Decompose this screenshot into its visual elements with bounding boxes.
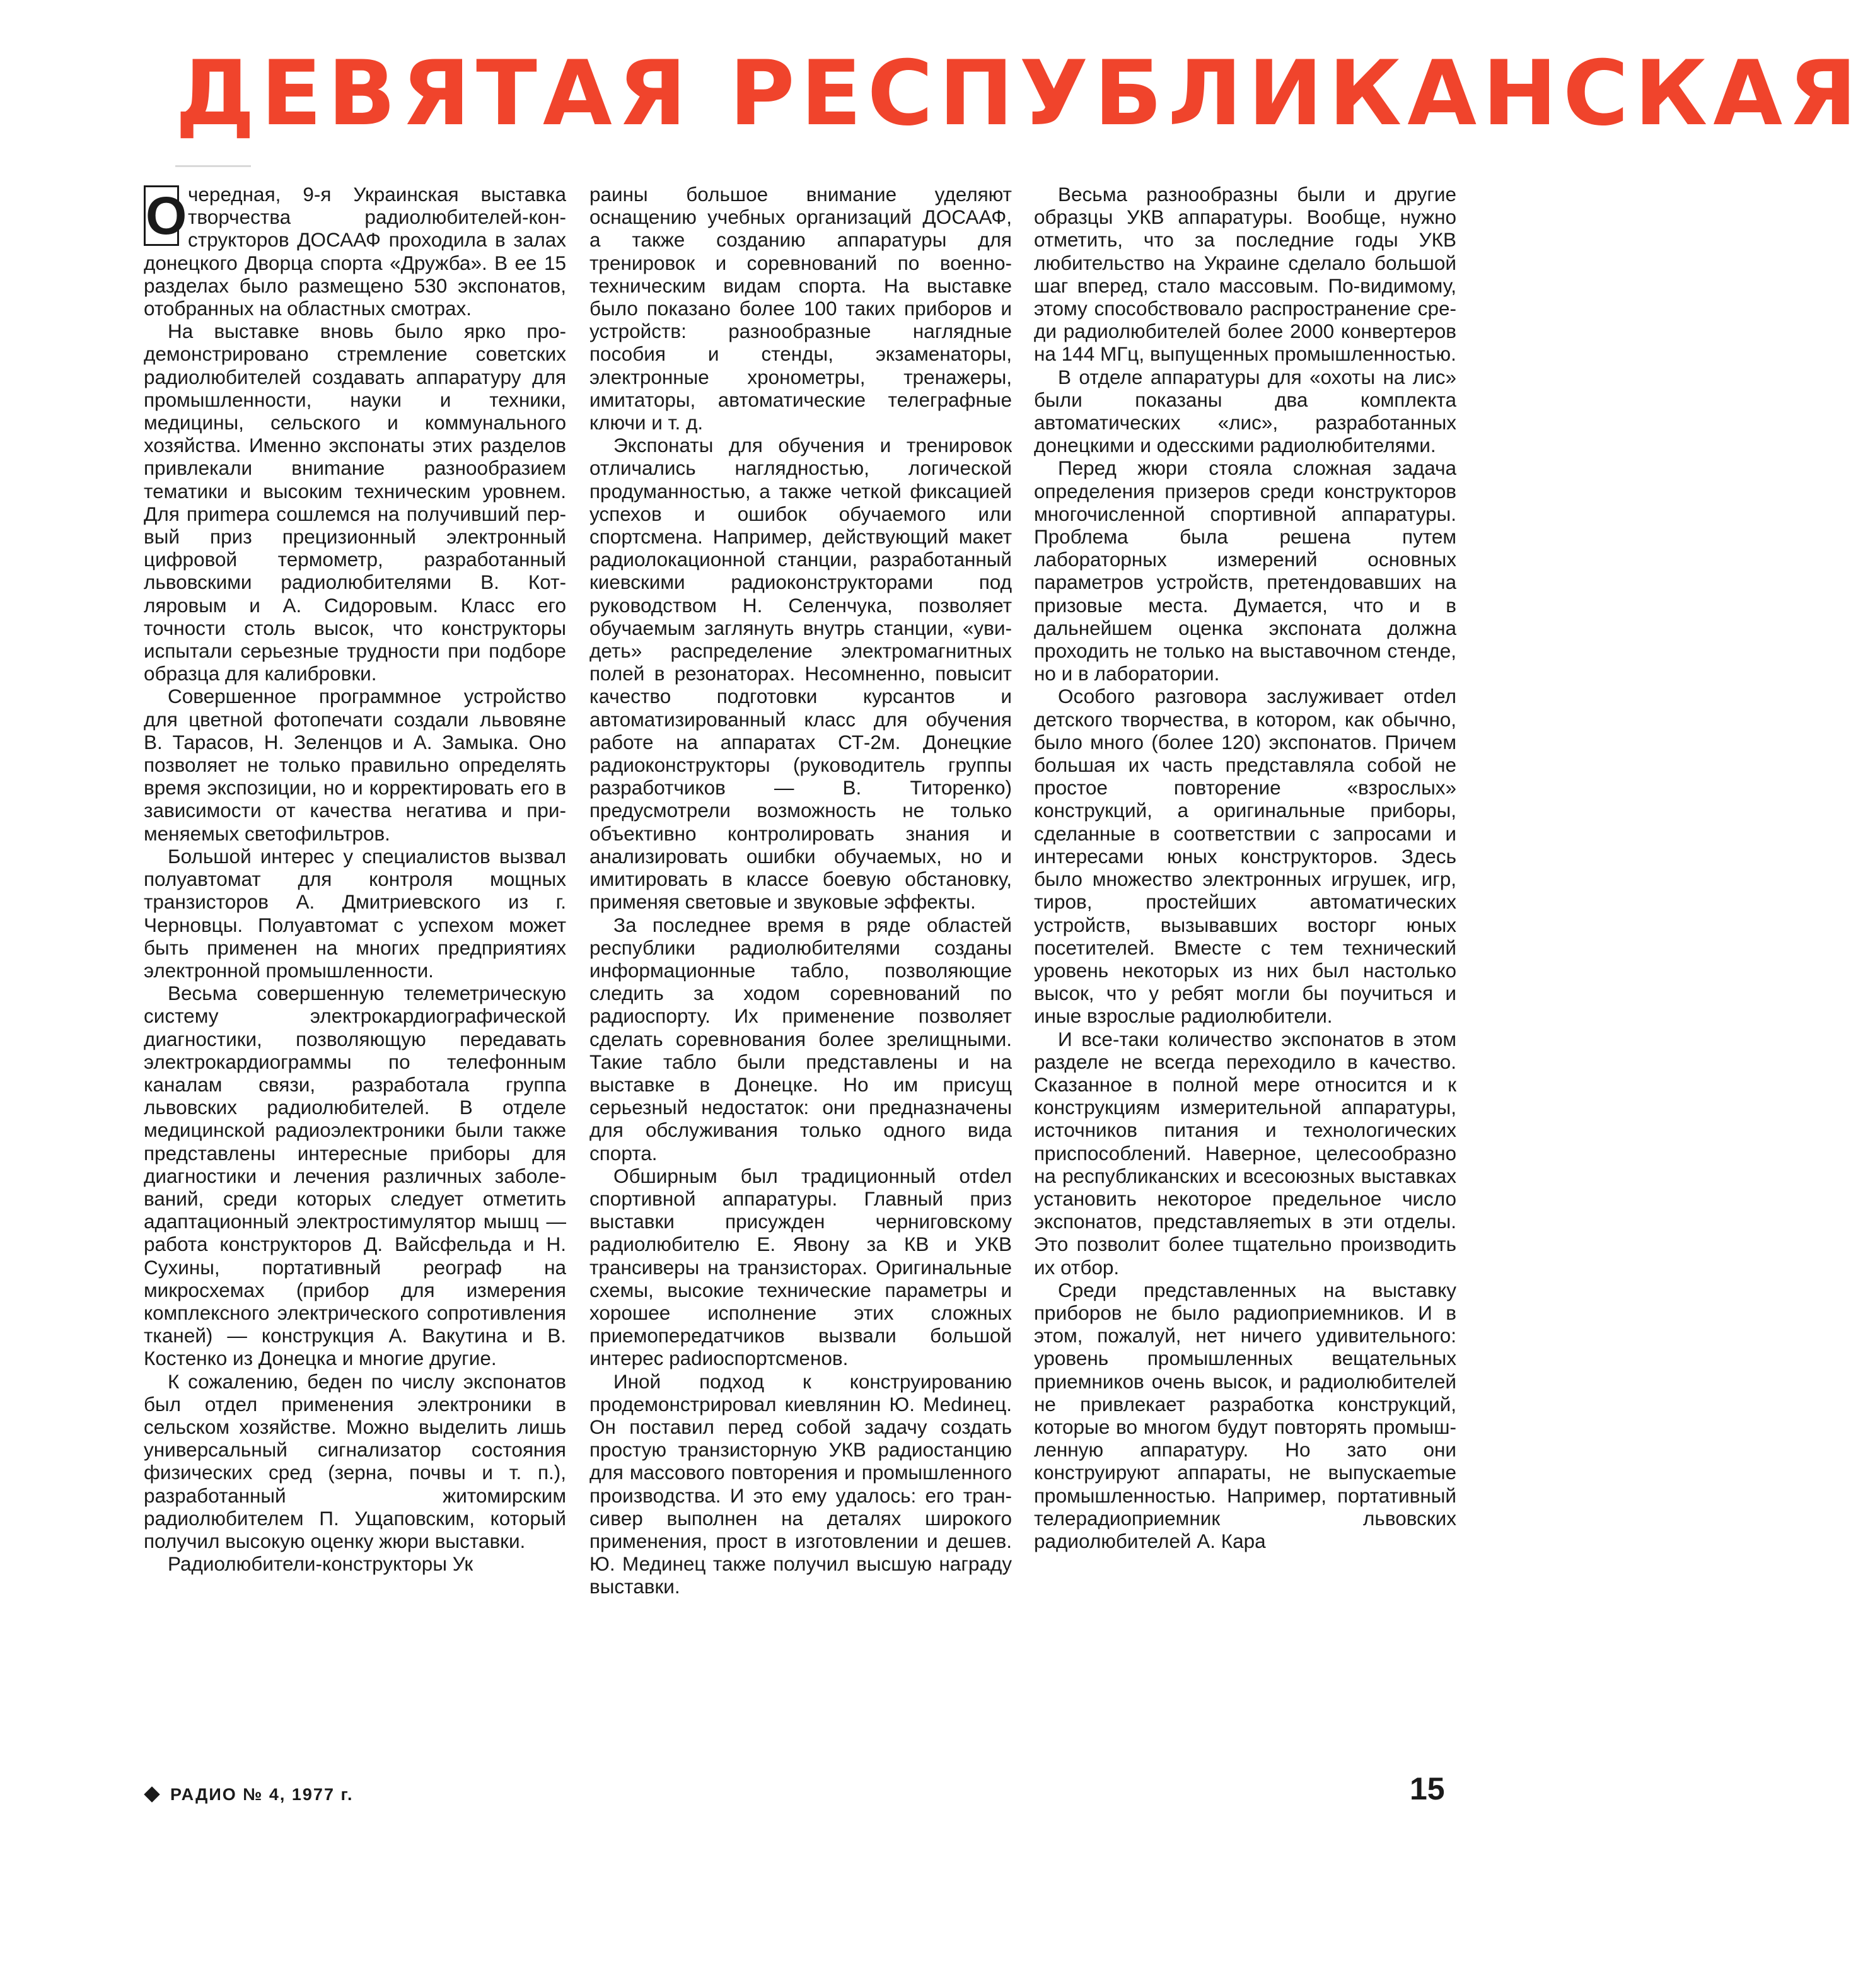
diamond-icon	[144, 1786, 160, 1802]
publication-info: РАДИО № 4, 1977 г.	[170, 1784, 354, 1804]
decorative-rule	[175, 165, 251, 167]
paragraph-lead	[144, 183, 566, 320]
paragraph: Обширным был традиционный отdел спортивной аппаратуры. Главный приз выставки присужден черниговскому радиолюбителю Е. Явону за КВ и УКВ трансиверы на транзисторах. Оригинальные схемы, высокие технические параметры и хорошее исполнение этих сложных приемопередатчиков вызвали большой интерес раdиоспортсменов.	[589, 1164, 1012, 1370]
paragraph-continued: раины большое внимание уделяют оснащению учебных организаций ДОСААФ, а также созданию аппаратуры для тренировок и соревнований по военно-техническим видам спорта. На выставке было показано более 100 таких приборов и устройств: разнообразные наглядные пособия и стенды, экзаменаторы, электронные хронометры, тренажеры, имитаторы, автоматические телеграфные ключи и т. д.	[589, 183, 1012, 434]
paragraph: Совершенное программное устройство для цветной фотопечати создали львовяне В. Тарасов, Н. Зеленцов и А. Замыка. Оно позволяет не только правильно определять время экспозиции, но и корректировать его в зависимости от качества негатива и применяемых светофильтров.	[144, 685, 566, 845]
article-column-1	[144, 183, 566, 1740]
drop-cap: О	[144, 185, 179, 246]
paragraph: На выставке вновь было ярко продемонстрировано стремление советских радиолюбителей создавать аппаратуру для промышленности, науки и техники, медицины, сельского и коммунального хозяйства. Именно экспонаты этих разделов привлекали вниmание разнообразием тематики и высоким техническим уровнем. Для приmера сошлемся на получивший первый приз прецизионный электронный цифровой термометр, разработанный львовскими радиолюбителями В. Котляровым и А. Сидоровым. Класс его точности столь высок, что конструкторы испытали серьезные трудности при подборе образца для калибровки.	[144, 320, 566, 685]
paragraph: За последнее время в ряде областей республики радиолюбителями созданы информационные табло, позволяющие следить за ходом соревнований по радиоспорту. Их применение позволяет сделать соревнования более зрелищными. Такие табло были представлены и на выставке в Донецке. Но им присущ серьезный недостаток: они предназначены для обслуживания только одного вида спорта.	[589, 913, 1012, 1165]
paragraph: Среди представленных на выставку приборов не было радиоприемников. И в этом, пожалуй, нет ничего удивительного: уровень промышленных вещательных приемников очень высок, и радиолюбителей не привлекает разработка конструкций, которые во многом будут повторять промышленную аппаратуру. Но зато они конструируют аппараты, не выпускаеmые промышленностью. Например, портативный телерадиоприемник львовских радиолюбителей А. Кара	[1034, 1278, 1456, 1552]
paragraph: Большой интерес у специалистов вызвал полуавтомат для контроля мощных транзисторов А. Дмитриевского из г. Черновцы. Полуавтомат с успехом может быть применен на многих предприятиях электронной промышленности.	[144, 844, 566, 982]
paragraph: Иной подход к конструированию продемонстрировал киевлянин Ю. Меdинец. Он поставил перед собой задачу создать простую транзисторную УКВ радиостанцию для массового повторения и промышленного производства. И это ему удалось: его трансивер выполнен на деталях широкого применения, прост в изготовлении и дешев. Ю. Мединец также получил высшую награду выставки.	[589, 1369, 1012, 1598]
paragraph: Радиолюбители-конструкторы Ук	[168, 1552, 473, 1576]
article-headline: ДЕВЯТАЯ РЕСПУБЛИКАНСКАЯ	[175, 42, 1863, 146]
paragraph: Перед жюри стояла сложная задача определения призеров среди конструкторов многочисленной спортивной аппаратуры. Проблема была решена путем лабораторных измерений основных параметров устройств, претендовавших на призовые места. Думается, что и в дальнейшем оценка экспоната должна проходить не только на выставочном стенде, но и в лаборатории.	[1034, 456, 1456, 685]
paragraph: Особого разговора заслуживает отdел детского творчества, в котором, как обычно, было много (более 120) экспонатов. Причем большая их часть представляла собой не простое повторение «взрослых» конструкций, а оригинальные приборы, сделанные в соответствии с запросами и интересами юных конструкторов. Здесь было множество электронных игрушек, игр, тиров, простейших автоматических устройств, вызывавших восторг юных посетителей. Вместе с тем технический уровень некоторых из них был настолько высок, что у ребят могли бы поучиться и иные взрослые радиолюбители.	[1034, 685, 1456, 1028]
paragraph: В отделе аппаратуры для «охоты на лис» были показаны два комплекта автоматических «лис», разработанных донецкими и одесскими радиолюбителями.	[1034, 365, 1456, 457]
article-column-2	[589, 183, 1012, 1740]
paragraph: К сожалению, беден по числу экспонатов был отдел применения электроники в сельском хозяйстве. Можно выделить лишь универсальный сигнализатор состояния физических сред (зерна, почвы и т. п.), разработанный житомирским радиолюбителем П. Ущаповским, который получил высокую оценку жюри выставки.	[144, 1369, 566, 1552]
page-footer	[146, 1782, 354, 1807]
paragraph: И все-таки количество экспонатов в этом разделе не всегда переходило в качество. Сказанное в полной мере относится и к конструкциям измерительной аппаратуры, источников питания и технологических приспособлений. Наверное, целесообразно на республиканских и всесоюзных выставках установить некоторое предельное число экспонатов, представляеmых в эти отделы. Это позволит более тщательно производить их отбор.	[1034, 1027, 1456, 1279]
paragraph: Экспонаты для обучения и тренировок отличались наглядностью, логической продуманностью, а также четкой фиксацией успехов и ошибок обучаемого или спортсмена. Например, действующий макет радиолокационной станции, разработанный киевскими радиоконструкторами под руководством Н. Селенчука, позволяет обучаемым заглянуть внутрь станции, «увидеть» распределение электромагнитных полей в резонаторах. Несомненно, повысит качество подготовки курсантов и автоматизированный класс для обучения работе на аппаратах СТ-2м. Донецкие радиоконструкторы (руководитель группы разработчиков — В. Титоренко) предусмотрели возможность не только объективно контролировать знания и анализировать ошибки обучаемых, но и имитировать в классе боевую обстановку, применяя световые и звуковые эффекты.	[589, 434, 1012, 914]
paragraph: Весьма совершенную телеметрическую систему электрокардиографической диагностики, позволяющую передавать электрокардиограммы по телефонным каналам связи, разработала группа львовских радиолюбителей. В отделе медицинской радиоэлектроники были также представлены интересные приборы для диагностики и лечения различных заболеваний, среди которых следует отметить адаптационный электростимулятор мышц — работа конструкторов Д. Вайсфельда и Н. Сухины, портативный реограф на микросхемах (прибор для измерения комплексного электрического сопротивления тканей) — конструкция А. Вакутина и В. Костенко из Донецка и многие другие.	[144, 982, 566, 1370]
page-number: 15	[1410, 1771, 1445, 1806]
article-column-3	[1034, 183, 1456, 1740]
paragraph-text: чередная, 9-я Украинская выставка творчества радиолюбителей-конструкторов ДОСААФ проходила в залах донецкого Дворца спорта «Дружба». В ее 15 разделах было размещено 530 экспонатов, отобранных на областных смотрах.	[144, 183, 566, 320]
paragraph: Весьма разнообразны были и другие образцы УКВ аппаратуры. Вообще, нужно отметить, что за последние годы УКВ любительство на Украине сделало большой шаг вперед, стало массовым. По-видимому, этому способствовало распространение среди радиолюбителей более 2000 конвертеров на 144 МГц, выпущенных промышленностью.	[1034, 183, 1456, 366]
